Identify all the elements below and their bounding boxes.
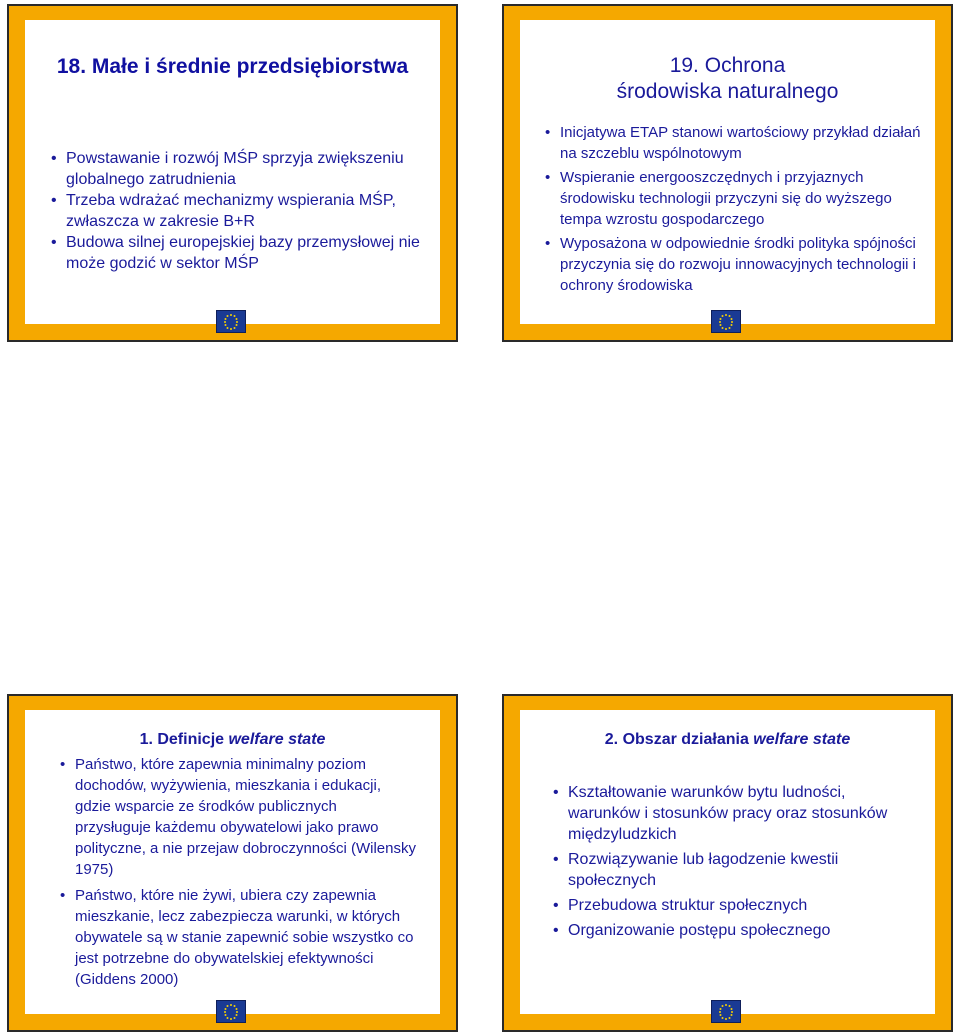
list-item: • Budowa silnej europejskiej bazy przemysłowej nie może godzić w sektor MŚP <box>49 232 426 274</box>
slide-1-content <box>25 20 440 324</box>
slide-3-title <box>25 730 440 750</box>
slide-3-content <box>25 710 440 1014</box>
slide-1-bullets <box>49 148 426 274</box>
slide-4-content <box>520 710 935 1014</box>
list-item: • Państwo, które zapewnia minimalny poziom dochodów, wyżywienia, mieszkania i edukacji, gdzie wsparcie ze środków publicznych przysługuje każdemu obywatelowi jako prawo polityczne, a nie przejaw dobroczynności (Wilensky 1975) <box>58 754 416 880</box>
list-item: • Powstawanie i rozwój MŚP sprzyja zwiększeniu globalnego zatrudnienia <box>49 148 426 190</box>
list-item: • Rozwiązywanie lub łagodzenie kwestii społecznych <box>551 849 905 891</box>
slide-3-title-text: 1. Definicje <box>139 731 229 748</box>
slide-3-bullets <box>58 754 416 990</box>
slide-4-bullets <box>551 782 905 941</box>
list-item: • Inicjatywa ETAP stanowi wartościowy przykład działań na szczeblu wspólnotowym <box>543 122 921 164</box>
list-item: • Organizowanie postępu społecznego <box>551 920 905 941</box>
slide-2-title: 19. Ochrona środowiska naturalnego <box>616 54 839 103</box>
slide-3-title-italic: welfare state <box>228 731 326 748</box>
slide-2 <box>502 4 953 342</box>
list-item: • Trzeba wdrażać mechanizmy wspierania MŚP, zwłaszcza w zakresie B+R <box>49 190 426 232</box>
list-item: • Państwo, które nie żywi, ubiera czy zapewnia mieszkanie, lecz zabezpiecza warunki, w których obywatele są w stanie zapewnić sobie wszystko co jest potrzebne do obywatelskiej efektywności (Giddens 2000) <box>58 885 416 990</box>
list-item: • Kształtowanie warunków bytu ludności, warunków i stosunków pracy oraz stosunków międzyludzkich <box>551 782 905 845</box>
slide-4-title-italic: welfare state <box>753 731 851 748</box>
slide-1 <box>7 4 458 342</box>
eu-flag-icon <box>711 1000 741 1023</box>
slide-4 <box>502 694 953 1032</box>
slide-4-title-text: 2. Obszar działania <box>604 731 754 748</box>
eu-flag-icon <box>216 310 246 333</box>
slide-2-bullets <box>543 122 921 296</box>
slide-4-title <box>520 730 935 750</box>
list-item: • Przebudowa struktur społecznych <box>551 895 905 916</box>
slide-2-content <box>520 20 935 324</box>
slide-1-title: 18. Małe i średnie przedsiębiorstwa <box>56 55 409 78</box>
eu-flag-icon <box>216 1000 246 1023</box>
eu-flag-icon <box>711 310 741 333</box>
slide-3 <box>7 694 458 1032</box>
list-item: • Wspieranie energooszczędnych i przyjaznych środowisku technologii przyczyni się do wyższego tempa wzrostu gospodarczego <box>543 167 921 230</box>
list-item: • Wyposażona w odpowiednie środki polityka spójności przyczynia się do rozwoju innowacyjnych technologii i ochrony środowiska <box>543 233 921 296</box>
